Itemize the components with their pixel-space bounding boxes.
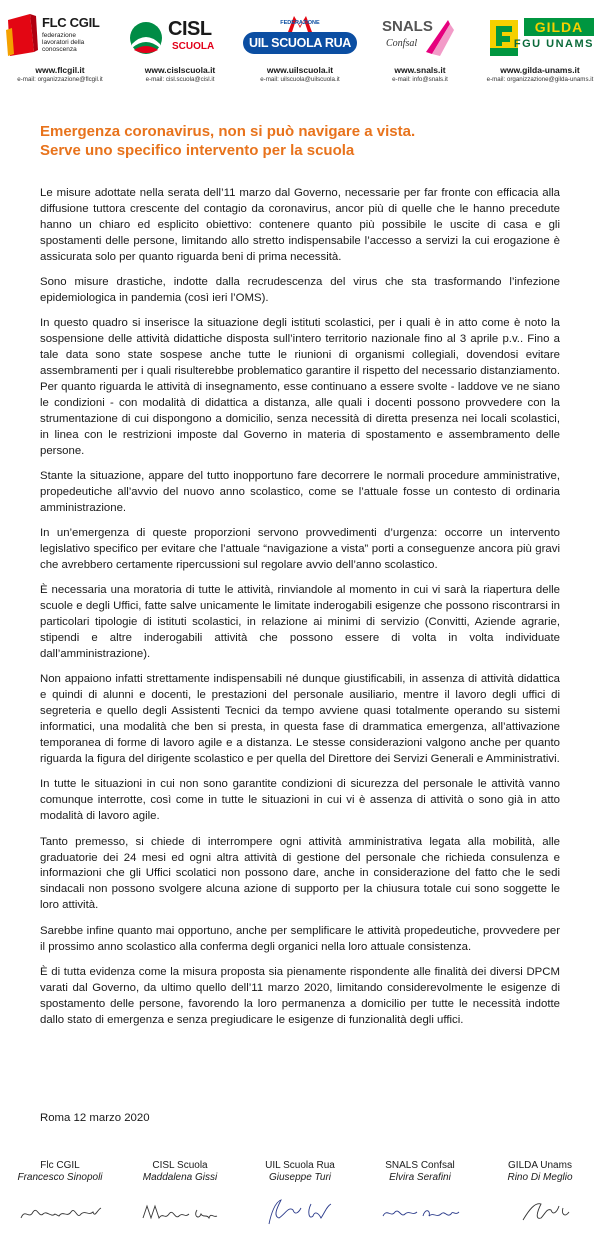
handwritten-signature-icon — [495, 1196, 585, 1226]
snals-logo-subtitle: Confsal — [386, 38, 418, 49]
uil-scuola-email[interactable]: e-mail: uilscuola@uilscuola.it — [260, 76, 340, 83]
signer-name: Maddalena Gissi — [142, 1172, 218, 1183]
gilda-website[interactable]: www.gilda-unams.it — [500, 65, 580, 75]
signer-name: Elvira Serafini — [389, 1172, 451, 1183]
signer-name: Rino Di Meglio — [507, 1172, 573, 1183]
union-flc-cgil — [0, 12, 120, 83]
handwritten-signature-icon — [15, 1196, 105, 1226]
uil-scuola-website[interactable]: www.uilscuola.it — [266, 65, 334, 75]
document-body — [40, 186, 560, 1038]
gilda-logo-name: GILDA — [524, 18, 594, 36]
gilda-email[interactable]: e-mail: organizzazione@gilda-unams.it — [486, 76, 594, 83]
signature-block — [0, 1160, 600, 1250]
signer-cisl-scuola — [120, 1160, 240, 1226]
signer-organization: CISL Scuola — [152, 1160, 208, 1171]
uil-logo-federazione: FEDERAZIONE — [280, 20, 320, 26]
body-paragraph: È necessaria una moratoria di tutte le attività, rinviandole al momento in cui vi sarà la riapertura delle scuole e degli Uffici, fatte salve unicamente le limitate inderogabili esigenze che possono riscontrarsi in particolari tipologie di istituti scolastici, in relazione ai minimi di servizio (Convitti, Aziende agrarie, stipendi e altre inderogabili attività che possono essere di volta in volta individuate dall’amministrazione). — [40, 584, 560, 661]
gilda-unams-logo — [480, 12, 600, 60]
uil-logo-name: UIL SCUOLA RUA — [248, 36, 352, 50]
signer-organization: Flc CGIL — [40, 1160, 80, 1171]
cisl-scuola-website[interactable]: www.cislscuola.it — [144, 65, 216, 75]
signer-organization: UIL Scuola Rua — [265, 1160, 335, 1171]
cisl-logo-subtitle: SCUOLA — [172, 41, 215, 52]
flc-cgil-logo — [0, 12, 120, 60]
document-date: Roma 12 marzo 2020 — [40, 1112, 150, 1124]
union-cisl-scuola — [120, 12, 240, 83]
cisl-logo-name: CISL — [168, 18, 212, 40]
snals-confsal-logo — [360, 12, 480, 60]
body-paragraph: Le misure adottate nella serata dell’11 marzo dal Governo, necessarie per far fronte con efficacia alla diffusione tuttora crescente del contagio da coronavirus, ancor più di quelle che le hanno precedute hanno un chiaro ed esplicito obiettivo: contenere quanto più possibile le uscite di casa e gli spostamenti delle persone, limitando allo stretto indispensabile l’accesso a servizi la cui erogazione è assicurata solo per quanto riguarda beni di prima necessità. — [40, 187, 560, 263]
union-uil-scuola-rua — [240, 12, 360, 83]
snals-logo-name: SNALS — [382, 18, 433, 35]
signer-flc-cgil — [0, 1160, 120, 1226]
body-paragraph: Non appaiono infatti strettamente indispensabili né dunque giustificabili, in assenza di attività didattica e quindi di alunni e docenti, le prestazioni del personale ausiliario, mentre il lavoro degli uffici di segreteria e quello degli Assistenti Tecnici da tempo avviene quasi totalmente operando su sistemi informatici, una modalità che ben si presta, in questa fase di drammatica emergenza, all’attivazione temporanea di forme di lavoro agile e a distanza. Le stesse considerazioni valgono anche per quanto riguarda la figura del dirigente scolastico e per quella del Direttore dei Servizi Generali e Amministrativi. — [40, 673, 560, 765]
body-paragraph: È di tutta evidenza come la misura proposta sia pienamente rispondente alle finalità dei diversi DPCM varati dal Governo, da ultimo quello dell’11 marzo 2020, limitando considerevolmente le esigenze di spostamento delle persone, favorendo la loro permanenza a domicilio per tutte le necessità indotte dallo stato di emergenza e senza pregiudicare le esigenze di funzionalità degli uffici. — [40, 965, 560, 1026]
uil-scuola-rua-logo — [240, 12, 360, 60]
flc-cgil-email[interactable]: e-mail: organizzazione@flcgil.it — [17, 76, 103, 83]
cisl-scuola-email[interactable]: e-mail: cisl.scuola@cisl.it — [145, 76, 215, 83]
signer-organization: GILDA Unams — [508, 1160, 572, 1171]
document-title — [40, 122, 560, 160]
body-paragraph: In questo quadro si inserisce la situazione degli istituti scolastici, per i quali è in atto come è noto la sospensione delle attività didattiche disposta sull’intero territorio nazionale fino al 3 aprile p.v.. Fino a tale data sono state sospese anche tutte le riunioni di organismi collegiali, dovendosi evitare assembramenti per i quali risulterebbe problematico garantire il rispetto del necessario distanziamento. Per quanto riguarda le attività di insegnamento, esse continuano a essere svolte - laddove ve ne siano le condizioni - con modalità di didattica a distanza, alle quali i docenti possono provvedere con la strumentazione di cui dispongono a domicilio, senza necessità di diretta presenza nei locali scolastici, in linea con le restrizioni imposte dal Governo in materia di spostamento e assembramento delle persone. — [40, 317, 560, 457]
signer-organization: SNALS Confsal — [385, 1160, 455, 1171]
signer-uil-scuola-rua — [240, 1160, 360, 1226]
flc-cgil-logo-subtitle: federazione lavoratori della conoscenza — [42, 32, 85, 53]
title-line-1: Emergenza coronavirus, non si può navigare a vista. — [40, 123, 416, 140]
handwritten-signature-icon — [255, 1196, 345, 1226]
body-paragraph: Sarebbe infine quanto mai opportuno, anche per semplificare le attività propedeutiche, provvedere per il prossimo anno scolastico alla conferma degli organici nella loro attuale consistenza. — [40, 924, 560, 953]
union-snals-confsal — [360, 12, 480, 83]
body-paragraph: Tanto premesso, si chiede di interrompere ogni attività amministrativa legata alla mobilità, alle graduatorie dei 24 mesi ed ogni altra attività di gestione del personale che richieda consulenza e informazioni che gli Uffici scolatici non possono dare, anche in considerazione del fatto che le sedi sindacali non possono svolgere alcuna azione di supporto per la chiusura totale cui sono soggette le loro attività. — [40, 835, 560, 912]
signer-gilda-unams — [480, 1160, 600, 1226]
handwritten-signature-icon — [375, 1196, 465, 1226]
body-paragraph: Sono misure drastiche, indotte dalla recrudescenza del virus che sta trasformando l’infezione epidemiologica in pandemia (così ieri l’OMS). — [40, 276, 560, 304]
snals-email[interactable]: e-mail: info@snals.it — [392, 76, 448, 83]
body-paragraph: In tutte le situazioni in cui non sono garantite condizioni di sicurezza del personale le attività vanno comunque interrotte, così come in tutte le situazioni in cui vi è assenza di attività o sono già in atto modalità di lavoro agile. — [40, 778, 560, 823]
flc-cgil-website[interactable]: www.flcgil.it — [35, 65, 85, 75]
flc-cgil-logo-name: FLC CGIL — [42, 15, 100, 30]
body-paragraph: Stante la situazione, appare del tutto inopportuno fare decorrere le normali procedure amministrative, propedeutiche all’avvio del nuovo anno scolastico, come se l’attuale fosse un contesto di ordinaria amministrazione. — [40, 470, 560, 514]
title-line-2: Serve uno specifico intervento per la scuola — [40, 142, 355, 159]
gilda-logo-subtitle: FGU UNAMS — [513, 38, 594, 50]
signer-snals-confsal — [360, 1160, 480, 1226]
handwritten-signature-icon — [135, 1196, 225, 1226]
cisl-scuola-logo — [120, 12, 240, 60]
letterhead — [0, 0, 600, 105]
union-gilda-unams — [480, 12, 600, 83]
snals-website[interactable]: www.snals.it — [394, 65, 446, 75]
signer-name: Giuseppe Turi — [268, 1172, 332, 1183]
signer-name: Francesco Sinopoli — [17, 1172, 103, 1183]
body-paragraph: In un’emergenza di queste proporzioni servono provvedimenti d’urgenza: occorre un intervento legislativo specifico per evitare che l’attuale “navigazione a vista” porti a conseguenze ancora più gravi che avrebbero certamente ripercussioni sul regolare avvio dell’anno scolastico. — [40, 527, 560, 572]
